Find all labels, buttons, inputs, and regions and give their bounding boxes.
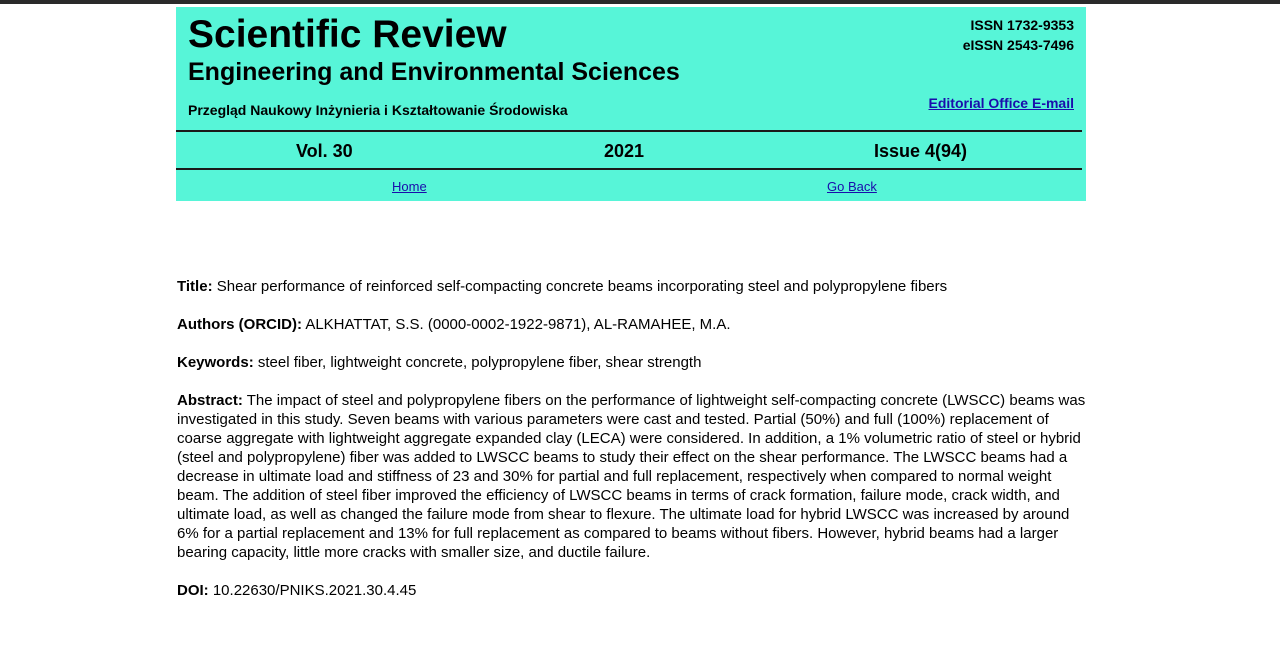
abstract-label: Abstract: — [177, 392, 243, 409]
journal-polish-title: Przegląd Naukowy Inżynieria i Kształtowanie Środowiska — [188, 102, 568, 118]
title-label: Title: — [177, 278, 213, 295]
issn: ISSN 1732-9353 — [970, 17, 1074, 33]
nav-row — [176, 177, 1086, 197]
journal-header — [176, 7, 1086, 201]
article-title — [177, 277, 1092, 296]
article-keywords — [177, 353, 1092, 372]
home-link[interactable]: Home — [392, 179, 427, 194]
issn-block — [963, 15, 1074, 55]
browser-top-edge — [0, 0, 1280, 4]
divider — [176, 130, 1082, 132]
year: 2021 — [604, 141, 645, 161]
eissn: eISSN 2543-7496 — [962, 37, 1074, 53]
editorial-office-email-link[interactable]: Editorial Office E-mail — [928, 95, 1074, 111]
authors-label: Authors (ORCID): — [177, 316, 302, 333]
keywords-text: steel fiber, lightweight concrete, polypropylene fiber, shear strength — [253, 354, 702, 371]
article-doi — [177, 581, 1092, 600]
divider — [176, 168, 1082, 170]
abstract-text: The impact of steel and polypropylene fibers on the performance of lightweight self-compacting concrete (LWSCC) beams was investigated in this study. Seven beams with various parameters were cast and tested. Partial (50%) and full (100%) replacement of coarse aggregate with lightweight aggregate expanded clay (LECA) were considered. In addition, a 1% volumetric ratio of steel or hybrid (steel and polypropylene) fiber was added to LWSCC beams to study their effect on the shear performance. The LWSCC beams had a decrease in ultimate load and stiffness of 23 and 30% for partial and full replacement, respectively when compared to normal weight beam. The addition of steel fiber improved the efficiency of LWSCC beams in terms of crack formation, failure mode, crack width, and ultimate load, as well as changed the failure mode from shear to flexure. The ultimate load for hybrid LWSCC was increased by around 6% for a partial replacement and 13% for full replacement as compared to beams without fibers. However, hybrid beams had a larger bearing capacity, little more cracks with smaller size, and ductile failure. — [177, 392, 1086, 561]
journal-title: Scientific Review — [188, 13, 507, 56]
keywords-label: Keywords: — [177, 354, 254, 371]
article-authors — [177, 315, 1092, 334]
volume: Vol. 30 — [296, 141, 353, 161]
issue-info-row — [176, 133, 1086, 167]
doi-text: 10.22630/PNIKS.2021.30.4.45 — [208, 582, 417, 599]
authors-text: ALKHATTAT, S.S. (0000-0002-1922-9871), AL-RAMAHEE, M.A. — [301, 316, 731, 333]
doi-label: DOI: — [177, 582, 209, 599]
issue: Issue 4(94) — [874, 141, 968, 161]
journal-subtitle: Engineering and Environmental Sciences — [188, 58, 680, 86]
article-abstract — [177, 391, 1092, 562]
go-back-link[interactable]: Go Back — [827, 179, 877, 194]
title-text: Shear performance of reinforced self-compacting concrete beams incorporating steel and polypropylene fibers — [212, 278, 948, 295]
article-details — [177, 277, 1092, 619]
